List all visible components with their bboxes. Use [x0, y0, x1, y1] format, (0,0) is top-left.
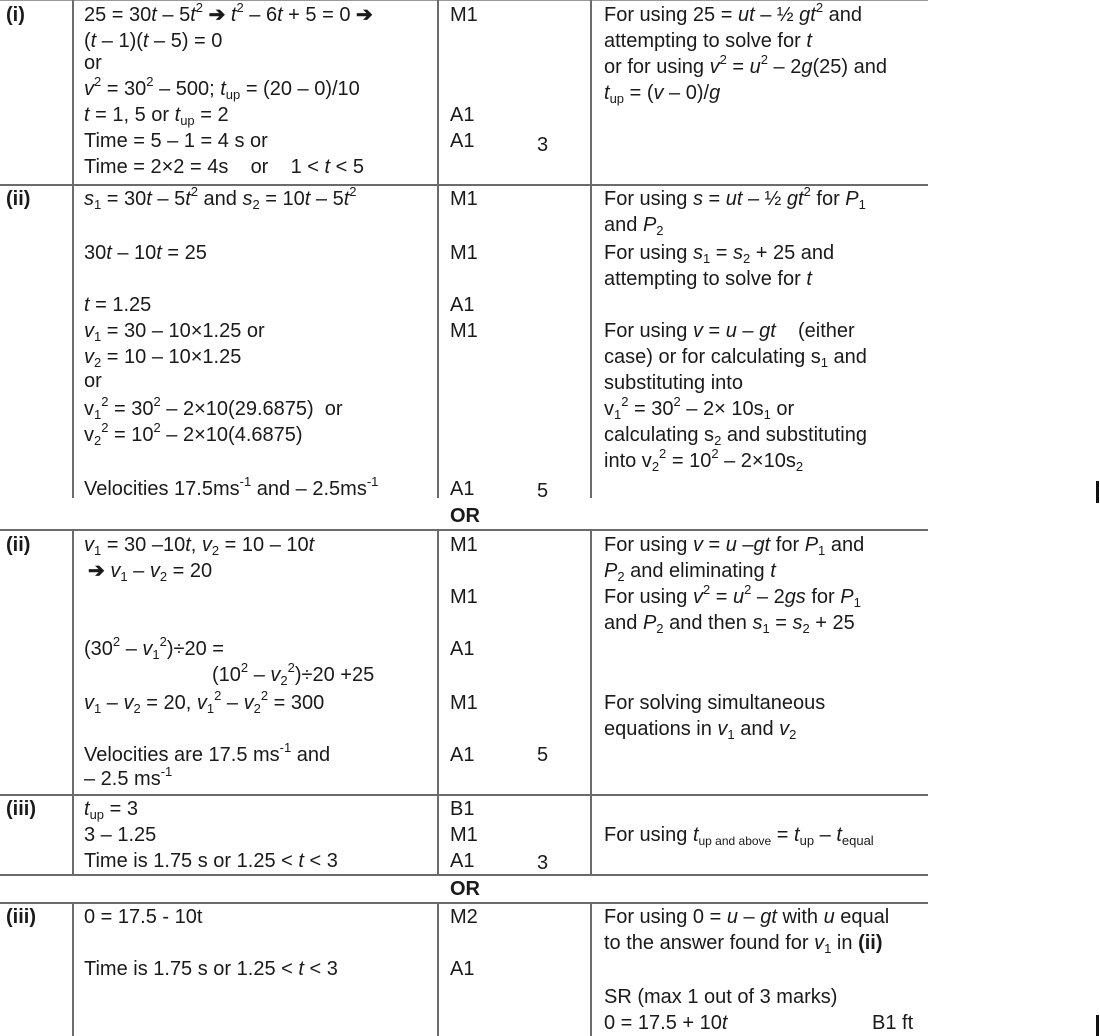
guidance-line: For using $s_1 = s_2 + 25$ and [604, 242, 835, 266]
guidance-line: $P_2$ and eliminating t [604, 560, 776, 584]
part-label: (iii) [6, 798, 36, 820]
answer-line: $25 = 30t - 5t^2$ ➔ $t^2 - 6t + 5 = 0$ ➔ [84, 0, 373, 26]
answer-line: $v^2 = 30^2 - 500$; $t_{up} = (20 - 0)/10$ [84, 74, 360, 102]
part-label: (iii) [6, 906, 36, 928]
answer-line: Velocities are 17.5 $ms^{-1}$ and [84, 740, 331, 766]
guidance-line: equations in $v_1$ and $v_2$ [604, 718, 797, 742]
answer-line: Velocities $17.5ms^{-1}$ and – $2.5ms^{-1}$ [84, 474, 379, 500]
total-mark: 5 [537, 480, 549, 502]
col-divider-mark-b [437, 530, 439, 874]
or-separator: OR [450, 505, 480, 527]
answer-line: $v_1 = 30$ –10t, $v_2 = 10 - 10t$ [84, 534, 315, 558]
answer-line: or [84, 52, 102, 74]
col-divider-part-c [72, 903, 74, 1036]
answer-line: 3 – 1.25 [84, 824, 157, 846]
page-edge-mark [1096, 481, 1099, 503]
mark: M1 [450, 824, 478, 846]
answer-line: Time is 1.75 s or 1.25 < t < 3 [84, 958, 338, 980]
mark: M1 [450, 534, 478, 556]
guidance-line: $v_1^2 = 30^2 - 2\times 10s_1$ or [604, 394, 795, 422]
mark: M1 [450, 242, 478, 264]
mark: A1 [450, 294, 475, 316]
answer-line: – 2.5 $ms^{-1}$ [84, 764, 173, 790]
answer-line: $s_1 = 30t - 5t^2$ and $s_2 = 10t - 5t^2$ [84, 184, 357, 212]
total-mark: 3 [537, 852, 549, 874]
col-divider-mark [437, 0, 439, 498]
part-label: (ii) [6, 534, 31, 556]
mark: A1 [450, 638, 475, 660]
guidance-line: $t_{up} = (v - 0)/g$ [604, 82, 721, 106]
answer-line: $v_1^2 = 30^2 - 2\times 10(29.6875)$ or [84, 394, 343, 422]
guidance-line: and $P_2$ and then $s_1 = s_2 + 25$ [604, 612, 855, 636]
col-divider-part [72, 0, 74, 498]
mark: A1 [450, 850, 475, 872]
total-mark: 3 [537, 134, 549, 156]
guidance-line: to the answer found for $v_1$ in (ii) [604, 932, 883, 956]
guidance-line: substituting into [604, 372, 743, 394]
answer-line: 30t – 10t = 25 [84, 242, 207, 264]
guidance-line: SR (max 1 out of 3 marks) [604, 986, 838, 1008]
answer-line: $(30^2 - v_1^2)\div 20$ = [84, 634, 224, 662]
mark: M1 [450, 586, 478, 608]
mark: M1 [450, 188, 478, 210]
answer-line: Time = 2×2 = 4s or 1 < t < 5 [84, 156, 364, 178]
col-divider-part-b [72, 530, 74, 874]
answer-line: $v_2 = 10 - 10\times 1.25$ [84, 346, 242, 370]
mark: B1 [450, 798, 475, 820]
col-divider-guidance-b [590, 530, 592, 874]
answer-line: (t – 1)(t – 5) = 0 [84, 30, 223, 52]
guidance-line: For using 0 = u – gt with u equal [604, 906, 890, 928]
guidance-line: calculating $s_2$ and substituting [604, 424, 867, 448]
mark: M1 [450, 320, 478, 342]
part-label: (ii) [6, 188, 31, 210]
guidance-line: For using v = u –gt for $P_1$ and [604, 534, 865, 558]
guidance-line: case) or for calculating $s_1$ and [604, 346, 867, 370]
guidance-line: and $P_2$ [604, 214, 664, 238]
page-edge-mark [1096, 1015, 1099, 1036]
col-divider-guidance [590, 0, 592, 498]
special-ruling-mark: B1 ft [872, 1012, 914, 1034]
answer-line: t = 1, 5 or $t_{up} = 2$ [84, 104, 229, 128]
answer-line: Time = 5 – 1 = 4 s or [84, 130, 268, 152]
rule-top [0, 0, 928, 1]
mark: M2 [450, 906, 478, 928]
answer-line: $(10^2 - v_2^2)\div 20 +25$ [212, 660, 375, 688]
mark: A1 [450, 104, 475, 126]
rule-or1-bottom [0, 529, 928, 531]
or-separator: OR [450, 878, 480, 900]
guidance-line: For using $v^2 = u^2 - 2gs$ for $P_1$ [604, 582, 861, 610]
answer-line: Time is 1.75 s or 1.25 < t < 3 [84, 850, 338, 872]
guidance-line: For using $t_{up and above} = t_{up} - t_{equal}$ [604, 824, 874, 848]
answer-line: $v_2^2 = 10^2 - 2\times 10(4.6875)$ [84, 420, 303, 448]
guidance-line: or for using $v^2 = u^2 - 2g(25)$ and [604, 52, 887, 78]
guidance-line: For using 25 = ut – ½ $gt^2$ and [604, 0, 862, 26]
col-divider-guidance-c [590, 903, 592, 1036]
mark: A1 [450, 130, 475, 152]
guidance-line: attempting to solve for t [604, 30, 812, 52]
answer-line: 0 = 17.5 - 10t [84, 906, 203, 928]
answer-line: $v_1 = 30 - 10\times 1.25$ or [84, 320, 265, 344]
guidance-line: attempting to solve for t [604, 268, 812, 290]
guidance-line: For using s = ut – ½ $gt^2$ for $P_1$ [604, 184, 866, 212]
guidance-line: 0 = 17.5 + 10t [604, 1012, 728, 1034]
mark: A1 [450, 958, 475, 980]
answer-line: $v_1 - v_2 = 20$, $v_1^2 - v_2^2 = 300$ [84, 688, 325, 716]
mark: M1 [450, 692, 478, 714]
guidance-line: For solving simultaneous [604, 692, 826, 714]
total-mark: 5 [537, 744, 549, 766]
answer-line: ➔ $v_1 - v_2 = 20$ [88, 560, 213, 584]
answer-line: $t_{up} = 3$ [84, 798, 138, 822]
answer-line: t = 1.25 [84, 294, 152, 316]
answer-line: or [84, 370, 102, 392]
guidance-line: into $v_2^2 = 10^2 - 2\times 10s_2$ [604, 446, 804, 474]
guidance-line: For using v = u – gt (either [604, 320, 855, 342]
mark: A1 [450, 744, 475, 766]
mark: M1 [450, 4, 478, 26]
part-label: (i) [6, 4, 25, 26]
mark: A1 [450, 478, 475, 500]
col-divider-mark-c [437, 903, 439, 1036]
